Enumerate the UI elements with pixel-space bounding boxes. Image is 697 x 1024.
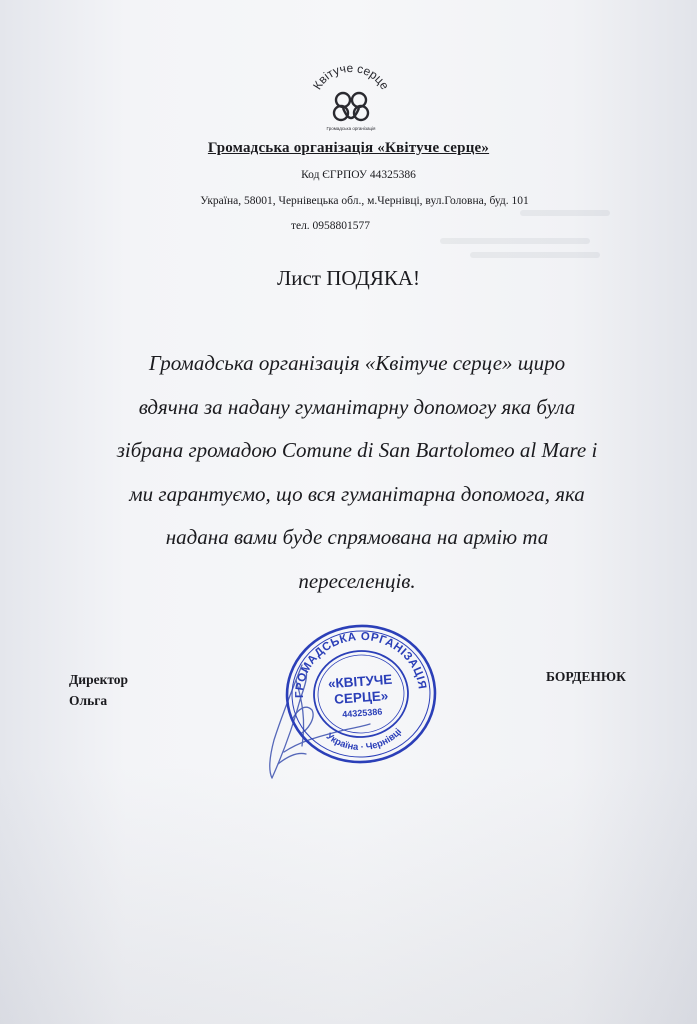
letter-line: ми гарантуємо, що вся гуманітарна допомога, яка bbox=[129, 481, 585, 506]
signatory-block bbox=[69, 669, 128, 711]
heart-flower-icon bbox=[305, 62, 397, 132]
bleed-mark bbox=[470, 252, 600, 258]
letter-line: вдячна за надану гуманітарну допомогу яка була bbox=[138, 394, 576, 419]
org-logo bbox=[305, 62, 397, 132]
org-title: Громадська організація «Квітуче серце» bbox=[207, 140, 490, 156]
official-stamp bbox=[278, 617, 444, 772]
stamp-name-line2: СЕРЦЕ» bbox=[333, 688, 389, 707]
org-phone: тел. 0958801577 bbox=[290, 220, 371, 232]
paper-shadow bbox=[0, 764, 697, 1024]
bleed-mark bbox=[520, 210, 610, 216]
letter-line: надана вами буде спрямована на армію та bbox=[165, 525, 549, 549]
letter-line: Громадська організація «Квітуче серце» щиро bbox=[148, 351, 566, 375]
signatory-first-name: Ольга bbox=[69, 693, 108, 708]
stamp-outer-text: ГРОМАДСЬКА ОРГАНІЗАЦІЯ bbox=[294, 630, 428, 699]
letter-line: переселенців. bbox=[298, 568, 416, 593]
bleed-mark bbox=[440, 238, 590, 244]
letter-title: Лист ПОДЯКА! bbox=[276, 266, 420, 290]
stamp-bottom-text: Україна · Чернівці bbox=[323, 726, 405, 754]
stamp-name-line1: «КВІТУЧЕ bbox=[327, 671, 393, 692]
signatory-surname: БОРДЕНЮК bbox=[546, 669, 626, 684]
letter-body bbox=[92, 342, 622, 603]
letter-line: зібрана громадою Comune di San Bartolomeo al Mare і bbox=[116, 438, 598, 462]
org-code: Код ЄГРПОУ 44325386 bbox=[301, 169, 416, 181]
org-address: Україна, 58001, Чернівецька обл., м.Чернівці, вул.Головна, буд. 101 bbox=[200, 195, 529, 207]
stamp-code: 44325386 bbox=[342, 706, 383, 720]
logo-subtext: Громадська організація bbox=[326, 126, 376, 131]
signatory-position: Директор bbox=[69, 672, 129, 687]
logo-text: Квітуче серце bbox=[310, 62, 392, 93]
